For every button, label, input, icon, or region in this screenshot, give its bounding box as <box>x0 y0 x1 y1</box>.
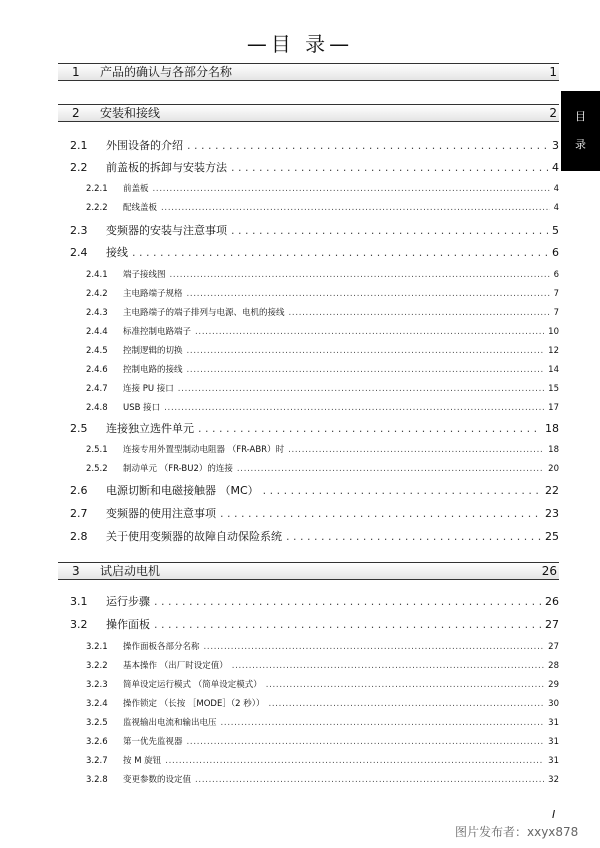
toc-subsection[interactable] <box>86 755 559 767</box>
section-title: 变频器的安装与注意事项 <box>106 224 227 237</box>
toc-section[interactable] <box>70 160 559 176</box>
dot-leader <box>187 138 548 154</box>
chapter-heading[interactable] <box>58 562 559 580</box>
chapter-page: 26 <box>541 564 557 578</box>
subsection-page: 7 <box>553 289 559 299</box>
section-number: 2.3 <box>70 224 88 237</box>
page-number: I <box>552 808 556 821</box>
dot-leader <box>237 463 544 475</box>
chapter-title: 试启动电机 <box>100 564 161 578</box>
dot-leader <box>266 679 544 691</box>
section-number: 3.1 <box>70 595 88 608</box>
dot-leader <box>232 660 544 672</box>
dot-leader <box>170 269 550 281</box>
subsection-number: 2.5.1 <box>86 445 108 455</box>
dot-leader <box>187 364 545 376</box>
subsection-page: 15 <box>548 384 559 394</box>
toc-subsection[interactable] <box>86 641 559 653</box>
section-number: 2.6 <box>70 484 88 497</box>
section-page: 4 <box>552 161 559 174</box>
section-title: 操作面板 <box>106 618 150 631</box>
toc-subsection[interactable] <box>86 269 559 281</box>
dot-leader <box>263 483 541 499</box>
chapter-page: 2 <box>549 106 557 120</box>
section-page: 25 <box>545 530 559 543</box>
subsection-page: 7 <box>553 308 559 318</box>
toc-subsection[interactable] <box>86 717 559 729</box>
subsection-title: 变更参数的设定值 <box>123 775 192 785</box>
subsection-title: 控制电路的接线 <box>123 365 183 375</box>
subsection-number: 3.2.2 <box>86 661 108 671</box>
section-title: 关于使用变频器的故障自动保险系统 <box>106 530 282 543</box>
subsection-page: 27 <box>548 642 559 652</box>
subsection-page: 12 <box>548 346 559 356</box>
subsection-page: 31 <box>548 718 559 728</box>
subsection-title: 标准控制电路端子 <box>123 327 192 337</box>
dot-leader <box>231 223 548 239</box>
subsection-title: 操作面板各部分名称 <box>123 642 200 652</box>
subsection-title: 制动单元 （FR-BU2）的连接 <box>123 464 233 474</box>
subsection-number: 3.2.8 <box>86 775 108 785</box>
section-page: 23 <box>545 507 559 520</box>
subsection-title: 第一优先监视器 <box>123 737 183 747</box>
section-title: 前盖板的拆卸与安装方法 <box>106 161 227 174</box>
subsection-number: 2.5.2 <box>86 464 108 474</box>
dot-leader <box>165 755 544 767</box>
side-tab-char: 目 <box>575 110 586 123</box>
subsection-title: 主电路端子规格 <box>123 289 183 299</box>
subsection-page: 31 <box>548 737 559 747</box>
dot-leader <box>161 202 550 214</box>
dot-leader <box>288 444 544 456</box>
dot-leader <box>164 402 544 414</box>
section-page: 18 <box>545 422 559 435</box>
subsection-title: 主电路端子的端子排列与电源、电机的接线 <box>123 308 285 318</box>
section-title: 电源切断和电磁接触器 （MC） <box>106 484 259 497</box>
subsection-title: 连接专用外置型制动电阻器 （FR-ABR）时 <box>123 445 285 455</box>
toc-title: —目 录— <box>246 32 354 56</box>
toc-subsection[interactable] <box>86 660 559 672</box>
toc-subsection[interactable] <box>86 463 559 475</box>
toc-subsection[interactable] <box>86 288 559 300</box>
toc-section[interactable] <box>70 421 559 437</box>
section-number: 2.5 <box>70 422 88 435</box>
subsection-number: 2.2.2 <box>86 203 108 213</box>
dot-leader <box>289 307 550 319</box>
section-page: 27 <box>545 618 559 631</box>
section-number: 3.2 <box>70 618 88 631</box>
section-title: 运行步骤 <box>106 595 150 608</box>
chapter-number: 2 <box>72 106 80 120</box>
subsection-number: 2.4.7 <box>86 384 108 394</box>
subsection-page: 30 <box>548 699 559 709</box>
toc-subsection[interactable] <box>86 383 559 395</box>
subsection-number: 2.4.4 <box>86 327 108 337</box>
chapter-title: 安装和接线 <box>100 106 161 120</box>
dot-leader <box>198 421 541 437</box>
toc-section[interactable] <box>70 529 559 545</box>
dot-leader <box>221 717 545 729</box>
subsection-title: USB 接口 <box>123 403 161 413</box>
subsection-number: 3.2.6 <box>86 737 108 747</box>
dot-leader <box>187 736 545 748</box>
toc-subsection[interactable] <box>86 364 559 376</box>
toc-section[interactable] <box>70 594 559 610</box>
dot-leader <box>153 183 550 195</box>
dot-leader <box>154 617 541 633</box>
toc-subsection[interactable] <box>86 326 559 338</box>
dot-leader <box>268 698 544 710</box>
dot-leader <box>178 383 544 395</box>
chapter-number: 1 <box>72 65 80 79</box>
subsection-title: 端子接线图 <box>123 270 166 280</box>
toc-subsection[interactable] <box>86 679 559 691</box>
subsection-page: 4 <box>553 203 559 213</box>
subsection-number: 2.2.1 <box>86 184 108 194</box>
dot-leader <box>195 326 544 338</box>
toc-section[interactable] <box>70 506 559 522</box>
subsection-number: 3.2.7 <box>86 756 108 766</box>
section-number: 2.7 <box>70 507 88 520</box>
side-tab-char: 录 <box>575 138 586 151</box>
subsection-number: 2.4.8 <box>86 403 108 413</box>
subsection-title: 前盖板 <box>123 184 149 194</box>
subsection-title: 简单设定运行模式 （简单设定模式） <box>123 680 262 690</box>
dot-leader <box>231 160 548 176</box>
subsection-title: 控制逻辑的切换 <box>123 346 183 356</box>
dot-leader <box>204 641 545 653</box>
section-number: 2.4 <box>70 246 88 259</box>
dot-leader <box>154 594 541 610</box>
section-number: 2.2 <box>70 161 88 174</box>
section-page: 26 <box>545 595 559 608</box>
toc-section[interactable] <box>70 483 559 499</box>
section-page: 6 <box>552 246 559 259</box>
chapter-number: 3 <box>72 564 80 578</box>
subsection-page: 6 <box>553 270 559 280</box>
subsection-number: 2.4.1 <box>86 270 108 280</box>
toc-subsection[interactable] <box>86 183 559 195</box>
subsection-page: 17 <box>548 403 559 413</box>
toc-section[interactable] <box>70 138 559 154</box>
subsection-number: 3.2.1 <box>86 642 108 652</box>
toc-section[interactable] <box>70 223 559 239</box>
dot-leader <box>220 506 541 522</box>
toc-subsection[interactable] <box>86 402 559 414</box>
chapter-page: 1 <box>549 65 557 79</box>
toc-subsection[interactable] <box>86 698 559 710</box>
subsection-number: 2.4.5 <box>86 346 108 356</box>
subsection-number: 3.2.3 <box>86 680 108 690</box>
dot-leader <box>195 774 544 786</box>
watermark: 图片发布者：xxyx878 <box>455 825 579 839</box>
subsection-number: 3.2.5 <box>86 718 108 728</box>
section-title: 连接独立选件单元 <box>106 422 194 435</box>
subsection-title: 监视输出电流和输出电压 <box>123 718 217 728</box>
dot-leader <box>187 288 550 300</box>
chapter-heading[interactable] <box>58 104 559 122</box>
subsection-title: 基本操作 （出厂时设定值） <box>123 661 228 671</box>
subsection-page: 31 <box>548 756 559 766</box>
subsection-title: 操作锁定 （长按 ［MODE］（2 秒）） <box>123 699 265 709</box>
section-title: 接线 <box>106 246 128 259</box>
toc-subsection[interactable] <box>86 774 559 786</box>
section-number: 2.1 <box>70 139 88 152</box>
section-title: 外围设备的介绍 <box>106 139 183 152</box>
subsection-title: 按 M 旋钮 <box>123 756 162 766</box>
subsection-page: 4 <box>553 184 559 194</box>
subsection-page: 10 <box>548 327 559 337</box>
toc-subsection[interactable] <box>86 736 559 748</box>
subsection-number: 2.4.2 <box>86 289 108 299</box>
section-page: 3 <box>552 139 559 152</box>
toc-section[interactable] <box>70 245 559 261</box>
subsection-page: 18 <box>548 445 559 455</box>
subsection-page: 28 <box>548 661 559 671</box>
section-page: 5 <box>552 224 559 237</box>
subsection-page: 14 <box>548 365 559 375</box>
subsection-number: 3.2.4 <box>86 699 108 709</box>
subsection-number: 2.4.6 <box>86 365 108 375</box>
chapter-heading[interactable] <box>58 63 559 81</box>
toc-subsection[interactable] <box>86 307 559 319</box>
section-page: 22 <box>545 484 559 497</box>
subsection-page: 32 <box>548 775 559 785</box>
toc-subsection[interactable] <box>86 202 559 214</box>
subsection-title: 连接 PU 接口 <box>123 384 174 394</box>
dot-leader <box>187 345 545 357</box>
section-title: 变频器的使用注意事项 <box>106 507 216 520</box>
chapter-title: 产品的确认与各部分名称 <box>100 65 233 79</box>
subsection-title: 配线盖板 <box>123 203 158 213</box>
section-number: 2.8 <box>70 530 88 543</box>
subsection-page: 20 <box>548 464 559 474</box>
dot-leader <box>286 529 541 545</box>
toc-subsection[interactable] <box>86 345 559 357</box>
subsection-number: 2.4.3 <box>86 308 108 318</box>
side-tab <box>561 91 600 171</box>
toc-section[interactable] <box>70 617 559 633</box>
subsection-page: 29 <box>548 680 559 690</box>
dot-leader <box>132 245 548 261</box>
toc-subsection[interactable] <box>86 444 559 456</box>
